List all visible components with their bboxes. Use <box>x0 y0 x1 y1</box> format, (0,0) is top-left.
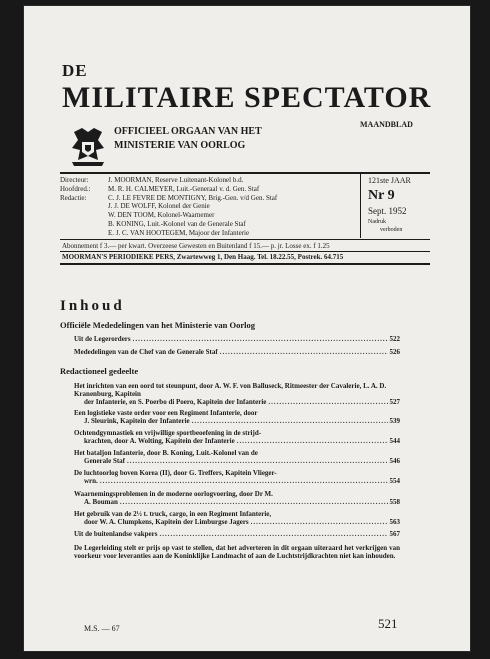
toc-entry: Waarnemingsproblemen in de moderne oorlogvoering, door Dr M. A. Bouman ..... 558 <box>74 490 400 506</box>
publisher-info: MOORMAN'S PERIODIEKE PERS, Zwartewweg 1, Den Haag. Tel. 18.22.55, Postrek. 64.715 <box>62 253 344 261</box>
staff-row: J. J. DE WOLFF, Kolonel der Genie <box>108 202 210 211</box>
rule <box>60 239 430 240</box>
subscription-info: Abonnement f 3.— per kwart. Overzeese Gewesten en Buitenland f 15.— p. jr. Losse ex. f 1.25 <box>62 242 330 250</box>
volume-year: 121ste JAAR <box>368 176 411 185</box>
toc-entry: Het gebruik van de 2½ t. truck, cargo, in een Regiment Infanterie, door W. A. Clumpkens, Kapitein der Limburgse Jagers ..... 563 <box>74 510 400 526</box>
toc-entry: Het bataljon Infanterie, door B. Koning, Luit.-Kolonel van de Generale Staf ..... 546 <box>74 449 400 465</box>
advertising-notice: De Legerleiding stelt er prijs op vast te stellen, dat het adverteren in dit orgaan uiteraard het verkrijgen van voorkeur voor leveranties aan de Koninklijke Landmacht of aan de Luchtstrijdkrachten niet kan inhouden. <box>74 544 400 560</box>
page-number: 521 <box>378 616 398 631</box>
rule <box>60 251 430 252</box>
contents-heading: Inhoud <box>60 298 125 314</box>
toc-entry: Uit de Legerorders ..... 522 <box>74 335 400 343</box>
reprint-label: Nadruk <box>368 219 386 225</box>
staff-row: Redactie: C. J. LE FEVRE DE MONTIGNY, Brig.-Gen. v/d Gen. Staf <box>60 193 278 202</box>
staff-list <box>60 176 277 238</box>
section-title: Redactioneel gedeelte <box>60 366 139 376</box>
ministry-label: MINISTERIE VAN OORLOG <box>114 140 246 151</box>
toc-entry: Mededelingen van de Chef van de Generale Staf ..... 526 <box>74 348 400 356</box>
staff-row: E. J. C. VAN HOOTEGEM, Majoor der Infanterie <box>108 228 250 237</box>
top-rule <box>60 172 430 174</box>
section-title: Officiële Mededelingen van het Ministerie van Oorlog <box>60 320 255 330</box>
official-organ-label: OFFICIEEL ORGAAN VAN HET <box>114 126 262 137</box>
issue-date: Sept. 1952 <box>368 206 407 216</box>
vertical-divider <box>360 174 361 238</box>
journal-title: MILITAIRE SPECTATOR <box>62 81 432 114</box>
title-article: DE <box>62 61 88 80</box>
staff-row: B. KONING, Luit.-Kolonel van de Generale Staf <box>108 219 246 228</box>
staff-row: W. DEN TOOM, Kolonel-Waarnemer <box>108 211 215 220</box>
journal-page <box>24 6 470 651</box>
staff-row: Directeur: J. MOORMAN, Reserve Luitenant-Kolonel b.d. <box>60 176 244 184</box>
toc-entry: Het inrichten van een oord tot steunpunt, door A. W. F. von Balluseck, Ritmeester der Cavalerie, L. A. D. Kranenburg, Kapitein der Infanterie, en S. Poerbo di Poero, Kapitein der Infanterie ..... 527 <box>74 382 400 406</box>
rule <box>60 263 430 265</box>
maandblad-label: MAANDBLAD <box>360 120 413 129</box>
toc-entry: Ochtendgymnastiek en vrijwillige sportbeoefening in de strijd- krachten, door A. Wolting, Kapitein der Infanterie ..... 544 <box>74 429 400 445</box>
toc-entry: Uit de buitenlandse vakpers ..... 567 <box>74 530 400 538</box>
issue-number: Nr 9 <box>368 188 395 203</box>
toc-entry: De luchtoorlog boven Korea (II), door G. Treffers, Kapitein Vlieger- wrn. ..... 554 <box>74 469 400 485</box>
staff-row: Hoofdred.: M. R. H. CALMEYER, Luit.-Generaal v. d. Gen. Staf <box>60 184 260 193</box>
footer-code: M.S. — 67 <box>84 624 120 633</box>
toc-entry: Een logistieke vaste order voor een Regiment Infanterie, door J. Sleurink, Kapitein der Infanterie ..... 539 <box>74 409 400 425</box>
coat-of-arms-icon <box>68 126 108 168</box>
reprint-forbidden-label: verboden <box>380 227 403 233</box>
